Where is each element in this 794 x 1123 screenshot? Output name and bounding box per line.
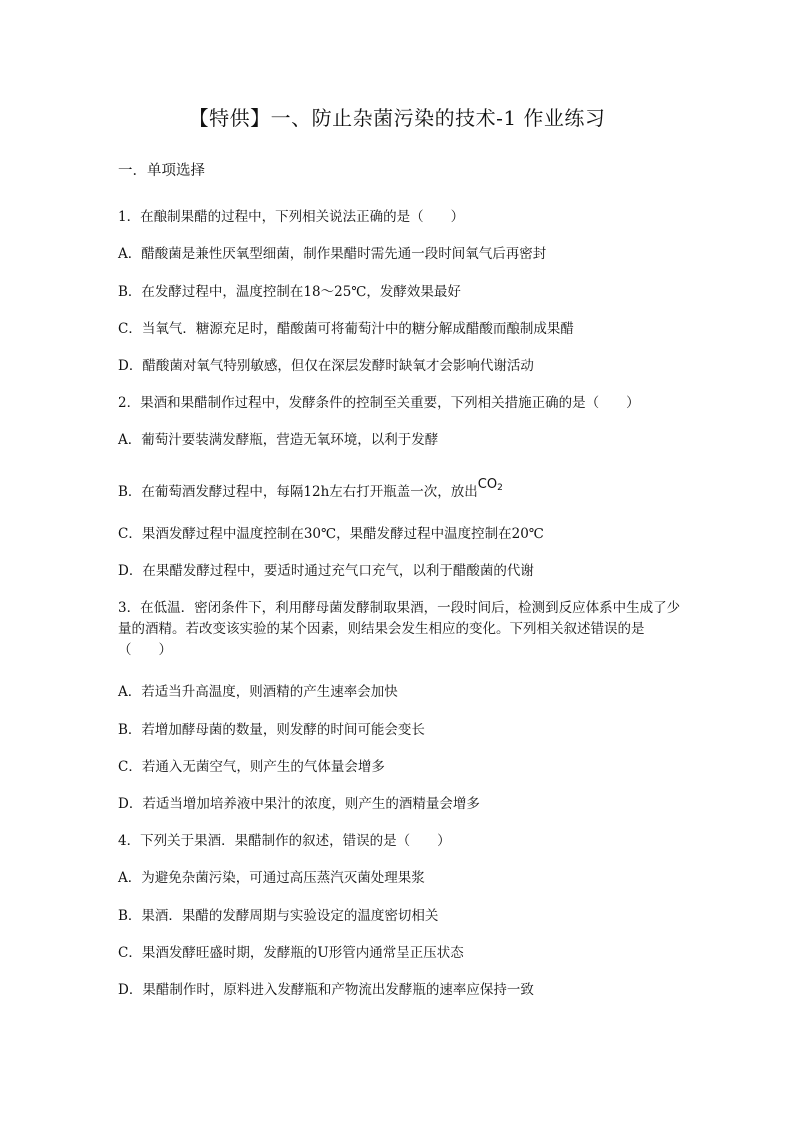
question-4-option-a: A．为避免杂菌污染，可通过高压蒸汽灭菌处理果浆 bbox=[118, 870, 425, 886]
question-2-option-a: A．葡萄汁要装满发酵瓶，营造无氧环境，以利于发酵 bbox=[118, 432, 439, 448]
question-4-option-b: B．果酒．果醋的发酵周期与实验设定的温度密切相关 bbox=[118, 908, 439, 924]
page-title: 【特供】一、防止杂菌污染的技术-1 作业练习 bbox=[188, 106, 606, 130]
co2-formula-main: CO bbox=[477, 477, 498, 492]
question-4-option-c: C．果酒发酵旺盛时期，发酵瓶的U形管内通常呈正压状态 bbox=[118, 945, 464, 961]
question-2-option-b bbox=[118, 477, 688, 508]
question-2-stem: 2．果酒和果醋制作过程中，发酵条件的控制至关重要，下列相关措施正确的是（ ） bbox=[118, 395, 640, 411]
question-1-option-a: A．醋酸菌是兼性厌氧型细菌，制作果醋时需先通一段时间氧气后再密封 bbox=[118, 246, 547, 262]
question-2-option-b-text: B．在葡萄酒发酵过程中，每隔12h左右打开瓶盖一次，放出 bbox=[118, 484, 478, 500]
question-1-option-d: D．醋酸菌对氧气特别敏感，但仅在深层发酵时缺氧才会影响代谢活动 bbox=[118, 358, 534, 374]
question-2-option-d: D．在果醋发酵过程中，要适时通过充气口充气，以利于醋酸菌的代谢 bbox=[118, 563, 534, 579]
co2-formula bbox=[478, 473, 503, 500]
question-3-option-d: D．若适当增加培养液中果汁的浓度，则产生的酒精量会增多 bbox=[118, 796, 480, 812]
question-3-option-b: B．若增加酵母菌的数量，则发酵的时间可能会变长 bbox=[118, 722, 425, 738]
question-2-option-c: C．果酒发酵过程中温度控制在30℃，果醋发酵过程中温度控制在20℃ bbox=[118, 526, 544, 542]
question-4-stem: 4．下列关于果酒．果醋制作的叙述，错误的是（ ） bbox=[118, 833, 451, 849]
co2-formula-subscript: 2 bbox=[497, 483, 503, 493]
question-3-option-c: C．若通入无菌空气，则产生的气体量会增多 bbox=[118, 759, 385, 775]
question-1-option-c: C．当氧气．糖源充足时，醋酸菌可将葡萄汁中的糖分解成醋酸而酿制成果醋 bbox=[118, 321, 574, 337]
question-3-stem: 3．在低温．密闭条件下，利用酵母菌发酵制取果酒，一段时间后，检测到反应体系中生成了少量的酒精。若改变该实验的某个因素，则结果会发生相应的变化。下列相关叙述错误的是（ ） bbox=[118, 600, 681, 658]
question-3-option-a: A．若适当升高温度，则酒精的产生速率会加快 bbox=[118, 684, 398, 700]
question-1-stem: 1．在酿制果醋的过程中，下列相关说法正确的是（ ） bbox=[118, 209, 465, 225]
section-heading: 一．单项选择 bbox=[118, 163, 205, 179]
question-1-option-b: B．在发酵过程中，温度控制在18～25℃，发酵效果最好 bbox=[118, 284, 461, 300]
question-4-option-d: D．果醋制作时，原料进入发酵瓶和产物流出发酵瓶的速率应保持一致 bbox=[118, 982, 534, 998]
